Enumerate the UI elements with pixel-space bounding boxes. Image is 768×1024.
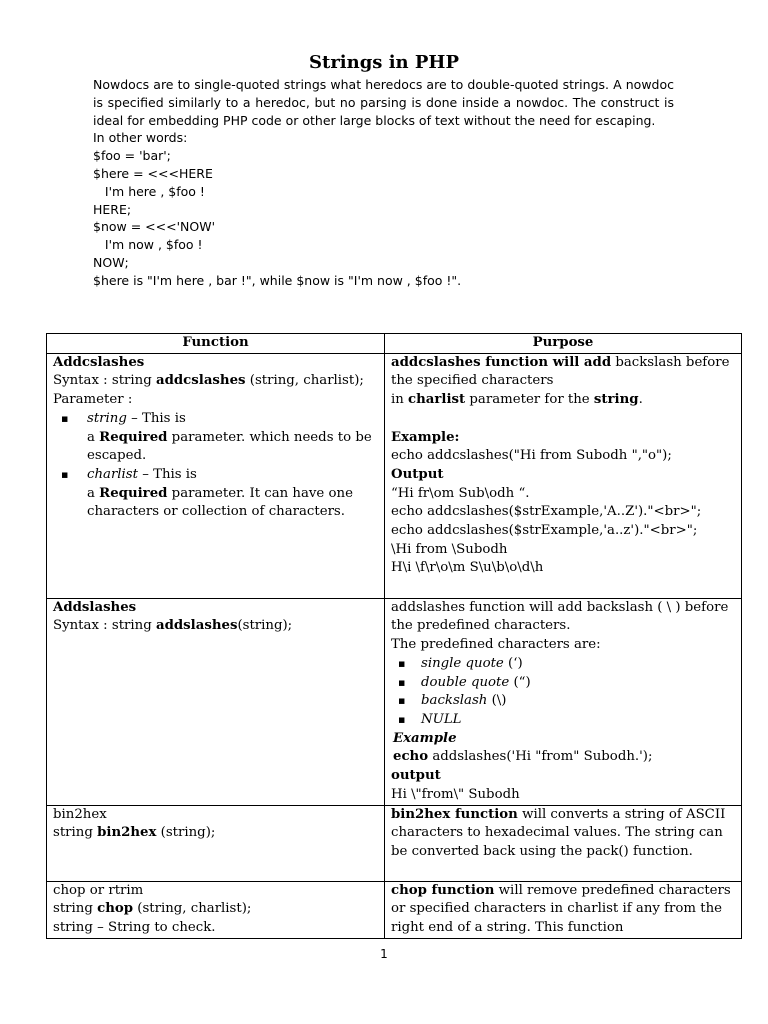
predefined-characters-list bbox=[391, 655, 735, 730]
purpose-cell bbox=[385, 881, 742, 938]
list-item: ▪ charlist – This is a Required parameter. It can have one characters or collection of characters. bbox=[53, 466, 378, 522]
output-line: echo addcslashes($strExample,'A..Z')."<br>"; bbox=[391, 504, 702, 520]
purpose-cell bbox=[385, 353, 742, 598]
table-header-row bbox=[47, 334, 742, 354]
parameter-list bbox=[53, 410, 378, 522]
output-line: \Hi from \Subodh bbox=[391, 541, 508, 557]
table-row bbox=[47, 881, 742, 938]
purpose-cell bbox=[385, 805, 742, 881]
code-line: $here = <<<HERE bbox=[93, 165, 213, 181]
code-line: I'm now , $foo ! bbox=[93, 237, 203, 253]
code-line: I'm here , $foo ! bbox=[93, 183, 205, 199]
output-label: output bbox=[391, 768, 441, 784]
purpose-cell bbox=[385, 598, 742, 805]
list-item: ▪ backslash (\) bbox=[391, 692, 735, 711]
function-cell bbox=[47, 598, 385, 805]
function-name: bin2hex bbox=[53, 806, 107, 822]
function-cell bbox=[47, 805, 385, 881]
function-cell bbox=[47, 881, 385, 938]
example-label: Example bbox=[393, 730, 457, 746]
function-column-header: Function bbox=[47, 334, 385, 354]
table-row bbox=[47, 598, 742, 805]
output-label: Output bbox=[391, 466, 444, 482]
function-syntax: Syntax : string addslashes(string); bbox=[53, 618, 293, 634]
function-name: Addcslashes bbox=[53, 354, 145, 370]
purpose-text: addcslashes function will add backslash before the specified characters in charlist parameter for the string. bbox=[391, 354, 730, 408]
purpose-column-header: Purpose bbox=[385, 334, 742, 354]
table-row bbox=[47, 805, 742, 881]
output-line: Hi \"from\" Subodh bbox=[391, 786, 520, 802]
list-item: ▪ double quote (“) bbox=[391, 674, 735, 693]
intro-paragraph: Nowdocs are to single-quoted strings what heredocs are to double-quoted strings. A nowdoc is specified similarly to a heredoc, but no parsing is done inside a nowdoc. The construct is ideal for embedding PHP code or other large blocks of text without the need for escaping. bbox=[93, 77, 674, 128]
list-item: ▪ NULL bbox=[391, 711, 735, 730]
code-line: HERE; bbox=[93, 201, 132, 217]
example-label: Example: bbox=[391, 429, 460, 445]
code-line: $foo = 'bar'; bbox=[93, 148, 171, 164]
code-line: NOW; bbox=[93, 254, 129, 270]
output-line: “Hi fr\om Sub\odh “. bbox=[391, 485, 530, 501]
page-title: Strings in PHP bbox=[309, 52, 459, 73]
code-line: In other words: bbox=[93, 130, 188, 146]
function-name: Addslashes bbox=[53, 599, 137, 615]
list-item: ▪ string – This is a Required parameter. which needs to be escaped. bbox=[53, 410, 378, 466]
output-line: H\i \f\r\o\m S\u\b\o\d\h bbox=[391, 560, 544, 576]
function-cell bbox=[47, 353, 385, 598]
table-row bbox=[47, 353, 742, 598]
functions-table bbox=[46, 333, 742, 939]
purpose-text: bin2hex function will converts a string of ASCII characters to hexadecimal values. The string can be converted back using the pack() function. bbox=[391, 806, 726, 860]
code-line: $now = <<<'NOW' bbox=[93, 219, 216, 235]
page-number: 1 bbox=[380, 947, 388, 961]
parameter-line: string – String to check. bbox=[53, 920, 216, 936]
output-line: echo addcslashes($strExample,'a..z')."<br>"; bbox=[391, 523, 698, 539]
purpose-text: The predefined characters are: bbox=[391, 637, 601, 653]
example-code: echo addcslashes("Hi from Subodh ","o"); bbox=[391, 448, 672, 464]
function-syntax: string bin2hex (string); bbox=[53, 825, 216, 841]
function-name: chop or rtrim bbox=[53, 882, 144, 898]
parameter-label: Parameter : bbox=[53, 392, 133, 408]
example-code: echo addslashes('Hi "from" Subodh.'); bbox=[393, 749, 653, 765]
function-syntax: string chop (string, charlist); bbox=[53, 901, 252, 917]
intro-section bbox=[93, 76, 674, 290]
list-item: ▪ single quote (‘) bbox=[391, 655, 735, 674]
function-syntax: Syntax : string addcslashes (string, charlist); bbox=[53, 373, 364, 389]
code-line: $here is "I'm here , bar !", while $now is "I'm now , $foo !". bbox=[93, 272, 462, 288]
purpose-text: addslashes function will add backslash ( \ ) before the predefined characters. bbox=[391, 599, 729, 634]
purpose-text: chop function will remove predefined characters or specified characters in charlist if any from the right end of a string. This function bbox=[391, 882, 731, 936]
